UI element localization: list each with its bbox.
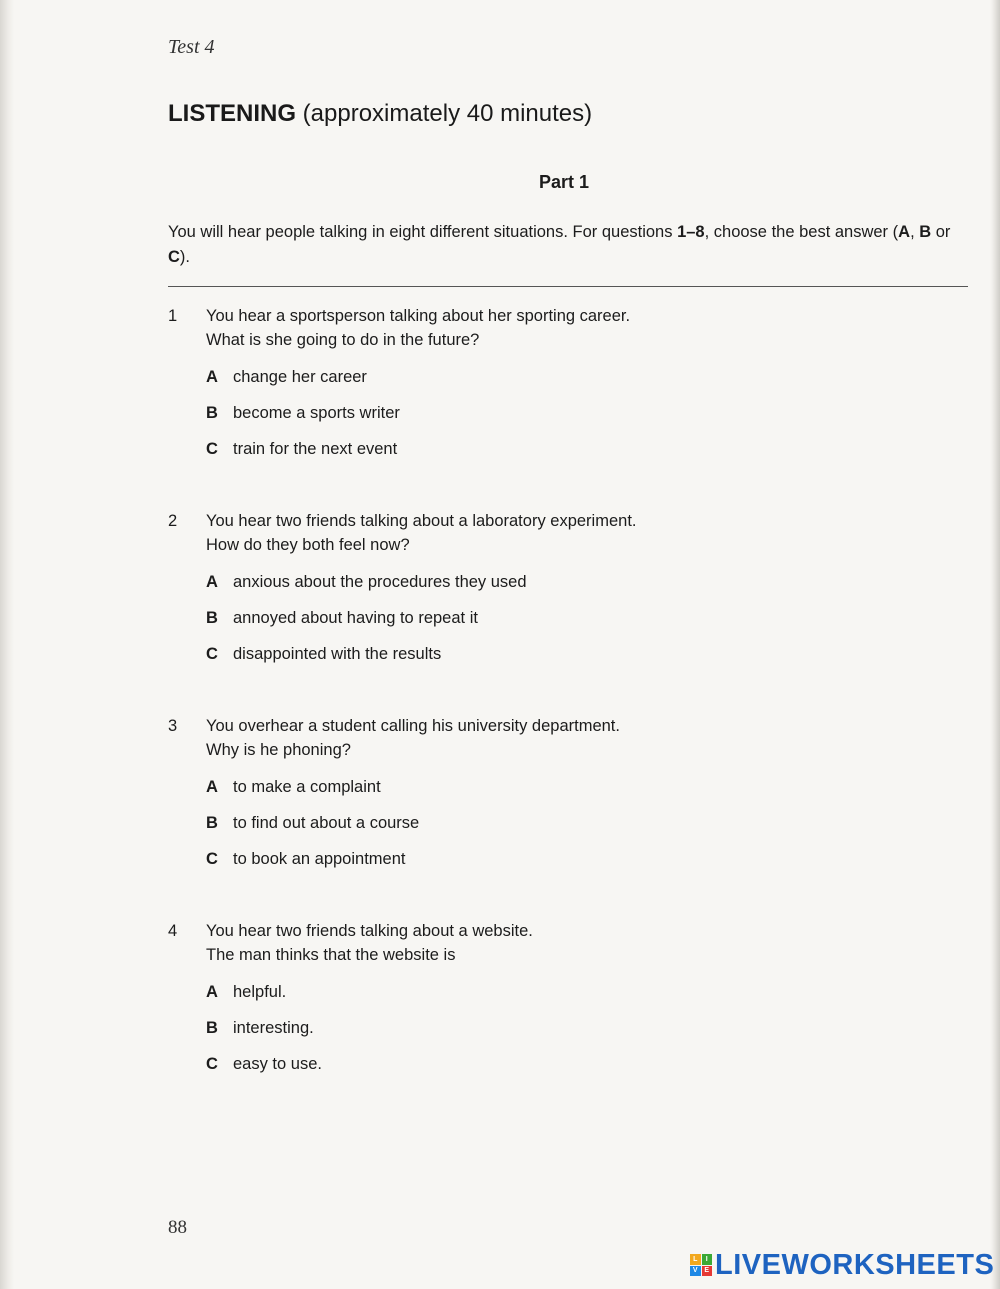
option-text: interesting.: [233, 1019, 314, 1037]
question-number: 4: [168, 922, 178, 940]
question-number: 2: [168, 512, 178, 530]
option-letter: C: [206, 850, 218, 868]
option-b[interactable]: [206, 1016, 314, 1040]
option-text: disappointed with the results: [233, 645, 442, 663]
page-edge-left: [0, 0, 14, 1289]
instructions-letter-a: A: [898, 223, 911, 241]
question-text: [206, 304, 630, 352]
question-number: 3: [168, 717, 178, 735]
option-letter: B: [206, 1019, 218, 1037]
question-stem: You hear two friends talking about a website.: [206, 922, 533, 940]
option-a[interactable]: [206, 365, 367, 389]
section-title-rest: (approximately 40 minutes): [296, 100, 593, 127]
question-text: [206, 919, 533, 967]
option-text: easy to use.: [233, 1055, 322, 1073]
question-stem: You hear a sportsperson talking about her sporting career.: [206, 307, 631, 325]
option-b[interactable]: [206, 811, 419, 835]
logo-tile: L: [690, 1254, 701, 1265]
instructions-range: 1–8: [677, 223, 705, 241]
instructions-text-2: , choose the best answer (: [704, 223, 899, 241]
question-prompt: What is she going to do in the future?: [206, 331, 480, 349]
option-c[interactable]: [206, 1052, 322, 1076]
option-letter: B: [206, 814, 218, 832]
option-c[interactable]: [206, 437, 397, 461]
option-letter: B: [206, 609, 218, 627]
section-title-strong: LISTENING: [168, 100, 297, 127]
option-letter: B: [206, 404, 218, 422]
option-text: change her career: [233, 368, 367, 386]
question-prompt: Why is he phoning?: [206, 741, 351, 759]
liveworksheets-logo-icon: [690, 1254, 712, 1276]
question-number: 1: [168, 307, 178, 325]
option-letter: A: [206, 573, 218, 591]
page-number: 88: [168, 1217, 187, 1238]
watermark-text: LIVEWORKSHEETS: [715, 1248, 995, 1281]
option-text: to make a complaint: [233, 778, 381, 796]
instructions-comma: ,: [910, 223, 920, 241]
option-b[interactable]: [206, 606, 478, 630]
option-a[interactable]: [206, 570, 527, 594]
option-letter: C: [206, 645, 218, 663]
divider: [168, 286, 968, 287]
liveworksheets-watermark: [690, 1248, 994, 1282]
option-a[interactable]: [206, 775, 381, 799]
option-text: train for the next event: [233, 440, 398, 458]
option-letter: A: [206, 778, 218, 796]
logo-tile: V: [690, 1266, 701, 1277]
part-title: Part 1: [539, 172, 590, 192]
option-text: helpful.: [233, 983, 287, 1001]
logo-tile: E: [702, 1266, 713, 1277]
option-a[interactable]: [206, 980, 286, 1004]
option-c[interactable]: [206, 847, 405, 871]
logo-tile: I: [702, 1254, 713, 1265]
instructions: [168, 220, 973, 270]
option-b[interactable]: [206, 401, 400, 425]
instructions-or: or: [931, 223, 951, 241]
question-text: [206, 509, 636, 557]
option-letter: C: [206, 1055, 218, 1073]
section-title: [168, 100, 592, 128]
question-text: [206, 714, 620, 762]
option-letter: A: [206, 368, 218, 386]
option-letter: A: [206, 983, 218, 1001]
option-letter: C: [206, 440, 218, 458]
option-text: annoyed about having to repeat it: [233, 609, 478, 627]
option-text: anxious about the procedures they used: [233, 573, 527, 591]
option-text: become a sports writer: [233, 404, 400, 422]
page-edge-right: [990, 0, 1000, 1289]
option-c[interactable]: [206, 642, 441, 666]
test-label: Test 4: [168, 36, 215, 58]
instructions-end: ).: [179, 248, 191, 266]
question-prompt: The man thinks that the website is: [206, 946, 456, 964]
question-stem: You overhear a student calling his university department.: [206, 717, 620, 735]
option-text: to book an appointment: [233, 850, 406, 868]
option-text: to find out about a course: [233, 814, 420, 832]
instructions-text-1: You will hear people talking in eight different situations. For questions: [168, 223, 678, 241]
question-prompt: How do they both feel now?: [206, 536, 410, 554]
instructions-letter-c: C: [168, 248, 180, 266]
instructions-letter-b: B: [919, 223, 932, 241]
question-stem: You hear two friends talking about a laboratory experiment.: [206, 512, 637, 530]
